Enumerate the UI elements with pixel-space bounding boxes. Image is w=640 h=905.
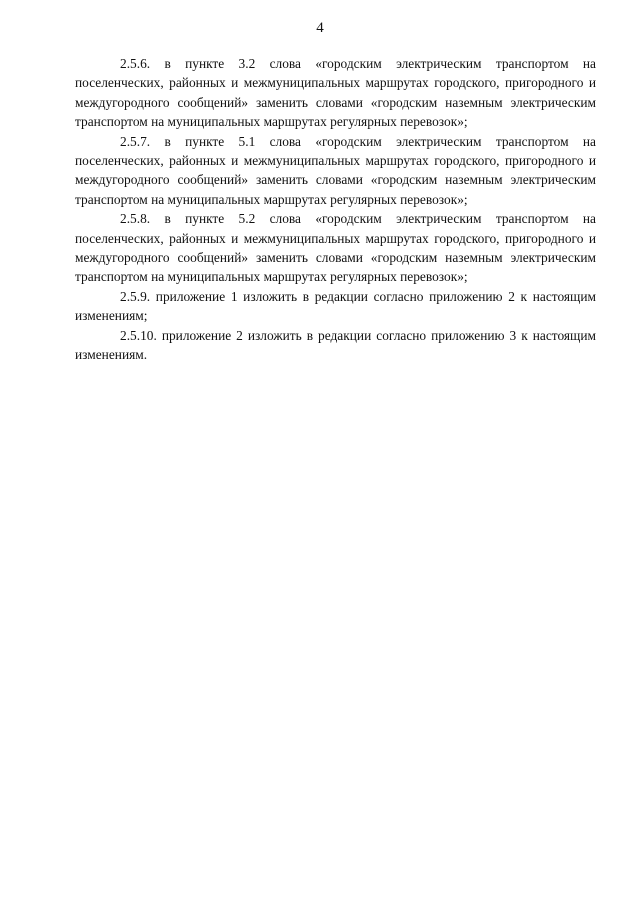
paragraph-2-5-7: 2.5.7. в пункте 5.1 слова «городским электрическим транспортом на поселенческих, районных и межмуниципальных маршрутах городского, пригородного и междугородного сообщений» заменить словами «городским наземным электрическим транспортом на муниципальных маршрутах регулярных перевозок»; (75, 133, 596, 207)
document-body (75, 54, 596, 365)
paragraph-2-5-8: 2.5.8. в пункте 5.2 слова «городским электрическим транспортом на поселенческих, районных и межмуниципальных маршрутах городского, пригородного и междугородного сообщений» заменить словами «городским наземным электрическим транспортом на муниципальных маршрутах регулярных перевозок»; (75, 211, 596, 285)
page-number: 4 (316, 20, 324, 36)
paragraph-2-5-9: 2.5.9. приложение 1 изложить в редакции согласно приложению 2 к настоящим изменениям; (75, 288, 596, 324)
paragraph-2-5-10: 2.5.10. приложение 2 изложить в редакции согласно приложению 3 к настоящим изменениям. (75, 327, 596, 363)
paragraph-2-5-6: 2.5.6. в пункте 3.2 слова «городским электрическим транспортом на поселенческих, районных и межмуниципальных маршрутах городского, пригородного и междугородного сообщений» заменить словами «городским наземным электрическим транспортом на муниципальных маршрутах регулярных перевозок»; (75, 56, 596, 130)
